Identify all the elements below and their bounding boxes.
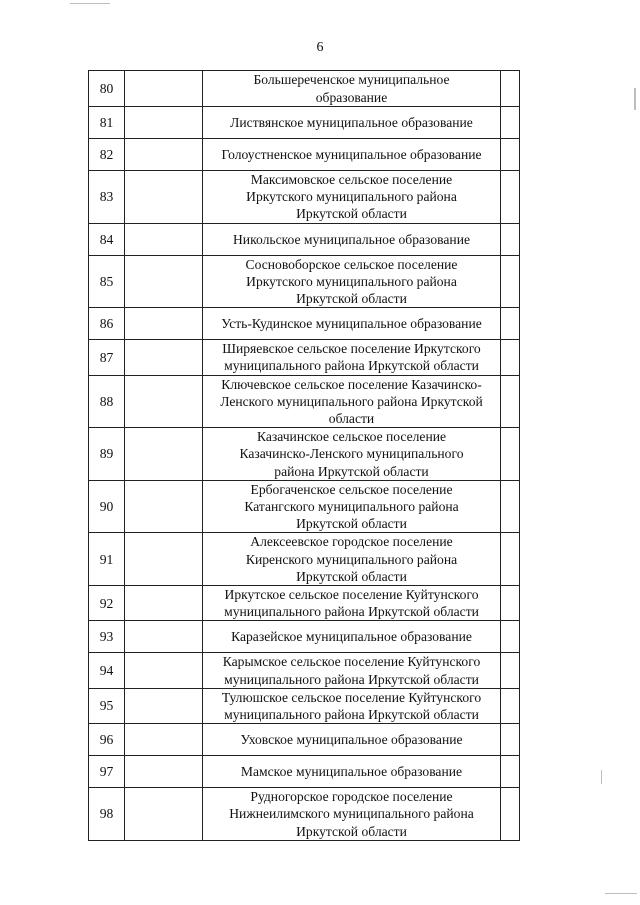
empty-cell (125, 724, 203, 756)
municipality-name (203, 724, 501, 756)
name-line: Казачинское сельское поселение (256, 429, 447, 445)
row-number: 83 (89, 171, 125, 224)
municipality-name (203, 375, 501, 428)
municipality-name (203, 71, 501, 107)
name-line: муниципального района Иркутской области (224, 707, 479, 723)
name-line: Никольское муниципальное образование (232, 231, 470, 247)
empty-cell (501, 533, 520, 586)
table-row (89, 171, 520, 224)
table-row (89, 756, 520, 788)
empty-cell (501, 171, 520, 224)
name-line: области (328, 411, 375, 427)
empty-cell (501, 308, 520, 340)
row-number: 94 (89, 653, 125, 688)
row-number: 92 (89, 586, 125, 621)
table-row (89, 308, 520, 340)
name-line: района Иркутской области (274, 463, 429, 479)
row-number: 96 (89, 724, 125, 756)
name-line: Киренского муниципального района (245, 551, 458, 567)
empty-cell (125, 480, 203, 533)
municipality-name (203, 308, 501, 340)
row-number: 89 (89, 428, 125, 481)
name-line: Ленского муниципального района Иркутской (220, 393, 483, 409)
empty-cell (501, 653, 520, 688)
name-line: Иркутское сельское поселение Куйтунского (224, 587, 479, 603)
empty-cell (125, 621, 203, 653)
empty-cell (501, 375, 520, 428)
table-row (89, 255, 520, 308)
row-number: 86 (89, 308, 125, 340)
name-line: Ключевское сельское поселение Казачинско- (221, 376, 482, 392)
name-line: Мамское муниципальное образование (240, 764, 463, 780)
empty-cell (125, 428, 203, 481)
table-row (89, 621, 520, 653)
row-number: 91 (89, 533, 125, 586)
row-number: 95 (89, 688, 125, 723)
empty-cell (501, 688, 520, 723)
empty-cell (125, 71, 203, 107)
empty-cell (125, 533, 203, 586)
empty-cell (501, 107, 520, 139)
table-row (89, 340, 520, 375)
name-line: Тулюшское сельское поселение Куйтунского (221, 689, 482, 705)
name-line: Иркутского муниципального района (246, 189, 457, 205)
name-line: Ширяевское сельское поселение Иркутского (222, 341, 481, 357)
table-row (89, 688, 520, 723)
municipality-name (203, 340, 501, 375)
empty-cell (501, 724, 520, 756)
empty-cell (501, 586, 520, 621)
name-line: Нижнеилимского муниципального района (229, 806, 474, 822)
name-line: Катангского муниципального района (244, 499, 459, 515)
row-number: 80 (89, 71, 125, 107)
scan-mark (601, 770, 602, 784)
empty-cell (501, 428, 520, 481)
row-number: 82 (89, 139, 125, 171)
name-line: муниципального района Иркутской области (224, 671, 479, 687)
municipality-name (203, 756, 501, 788)
municipality-name (203, 428, 501, 481)
name-line: Иркутской области (296, 568, 407, 584)
row-number: 93 (89, 621, 125, 653)
table-row (89, 724, 520, 756)
empty-cell (501, 223, 520, 255)
name-line: Иркутского муниципального района (246, 273, 457, 289)
name-line: образование (315, 89, 388, 105)
municipality-name (203, 586, 501, 621)
empty-cell (125, 756, 203, 788)
empty-cell (125, 375, 203, 428)
table-row (89, 107, 520, 139)
table-row (89, 428, 520, 481)
municipality-name (203, 653, 501, 688)
municipality-name (203, 223, 501, 255)
name-line: Иркутской области (296, 206, 407, 222)
table-row (89, 653, 520, 688)
municipality-name (203, 533, 501, 586)
scan-mark (70, 3, 110, 4)
municipality-name (203, 139, 501, 171)
table-row (89, 71, 520, 107)
empty-cell (125, 688, 203, 723)
empty-cell (501, 480, 520, 533)
municipality-name (203, 788, 501, 841)
name-line: Большереченское муниципальное (253, 72, 450, 88)
row-number: 81 (89, 107, 125, 139)
name-line: муниципального района Иркутской области (224, 358, 479, 374)
row-number: 85 (89, 255, 125, 308)
name-line: Листвянское муниципальное образование (230, 114, 473, 130)
empty-cell (125, 171, 203, 224)
name-line: Сосновоборское сельское поселение (245, 256, 458, 272)
empty-cell (125, 255, 203, 308)
name-line: Рудногорское городское поселение (250, 789, 453, 805)
name-line: Максимовское сельское поселение (250, 172, 453, 187)
name-line: Каразейское муниципальное образование (231, 629, 472, 645)
row-number: 98 (89, 788, 125, 841)
empty-cell (125, 139, 203, 171)
name-line: Карымское сельское поселение Куйтунского (222, 654, 481, 670)
name-line: Иркутской области (296, 516, 407, 532)
table-row (89, 480, 520, 533)
municipality-name (203, 171, 501, 224)
table-row (89, 139, 520, 171)
empty-cell (125, 653, 203, 688)
name-line: Уховское муниципальное образование (240, 732, 463, 748)
empty-cell (125, 788, 203, 841)
table-row (89, 533, 520, 586)
scan-mark (634, 88, 636, 110)
row-number: 90 (89, 480, 125, 533)
table-row (89, 788, 520, 841)
empty-cell (501, 71, 520, 107)
empty-cell (125, 107, 203, 139)
empty-cell (501, 621, 520, 653)
name-line: Алексеевское городское поселение (250, 534, 453, 550)
name-line: Иркутской области (296, 823, 407, 839)
scan-mark (605, 893, 637, 894)
table-row (89, 586, 520, 621)
name-line: Иркутской области (296, 291, 407, 307)
empty-cell (125, 223, 203, 255)
municipality-name (203, 621, 501, 653)
page-number: 6 (316, 40, 324, 55)
row-number: 87 (89, 340, 125, 375)
empty-cell (125, 340, 203, 375)
row-number: 84 (89, 223, 125, 255)
municipality-name (203, 480, 501, 533)
name-line: Казачинско-Ленского муниципального (239, 446, 464, 462)
empty-cell (501, 756, 520, 788)
row-number: 97 (89, 756, 125, 788)
row-number: 88 (89, 375, 125, 428)
name-line: Ербогаченское сельское поселение (250, 481, 453, 497)
municipality-name (203, 255, 501, 308)
name-line: Голоустненское муниципальное образование (221, 146, 482, 162)
table-body (89, 71, 520, 841)
empty-cell (125, 586, 203, 621)
empty-cell (501, 255, 520, 308)
empty-cell (501, 139, 520, 171)
name-line: муниципального района Иркутской области (224, 604, 479, 620)
empty-cell (125, 308, 203, 340)
municipality-name (203, 107, 501, 139)
empty-cell (501, 340, 520, 375)
table-row (89, 223, 520, 255)
empty-cell (501, 788, 520, 841)
table-row (89, 375, 520, 428)
municipality-table (88, 70, 520, 841)
name-line: Усть-Кудинское муниципальное образование (221, 316, 482, 332)
municipality-name (203, 688, 501, 723)
